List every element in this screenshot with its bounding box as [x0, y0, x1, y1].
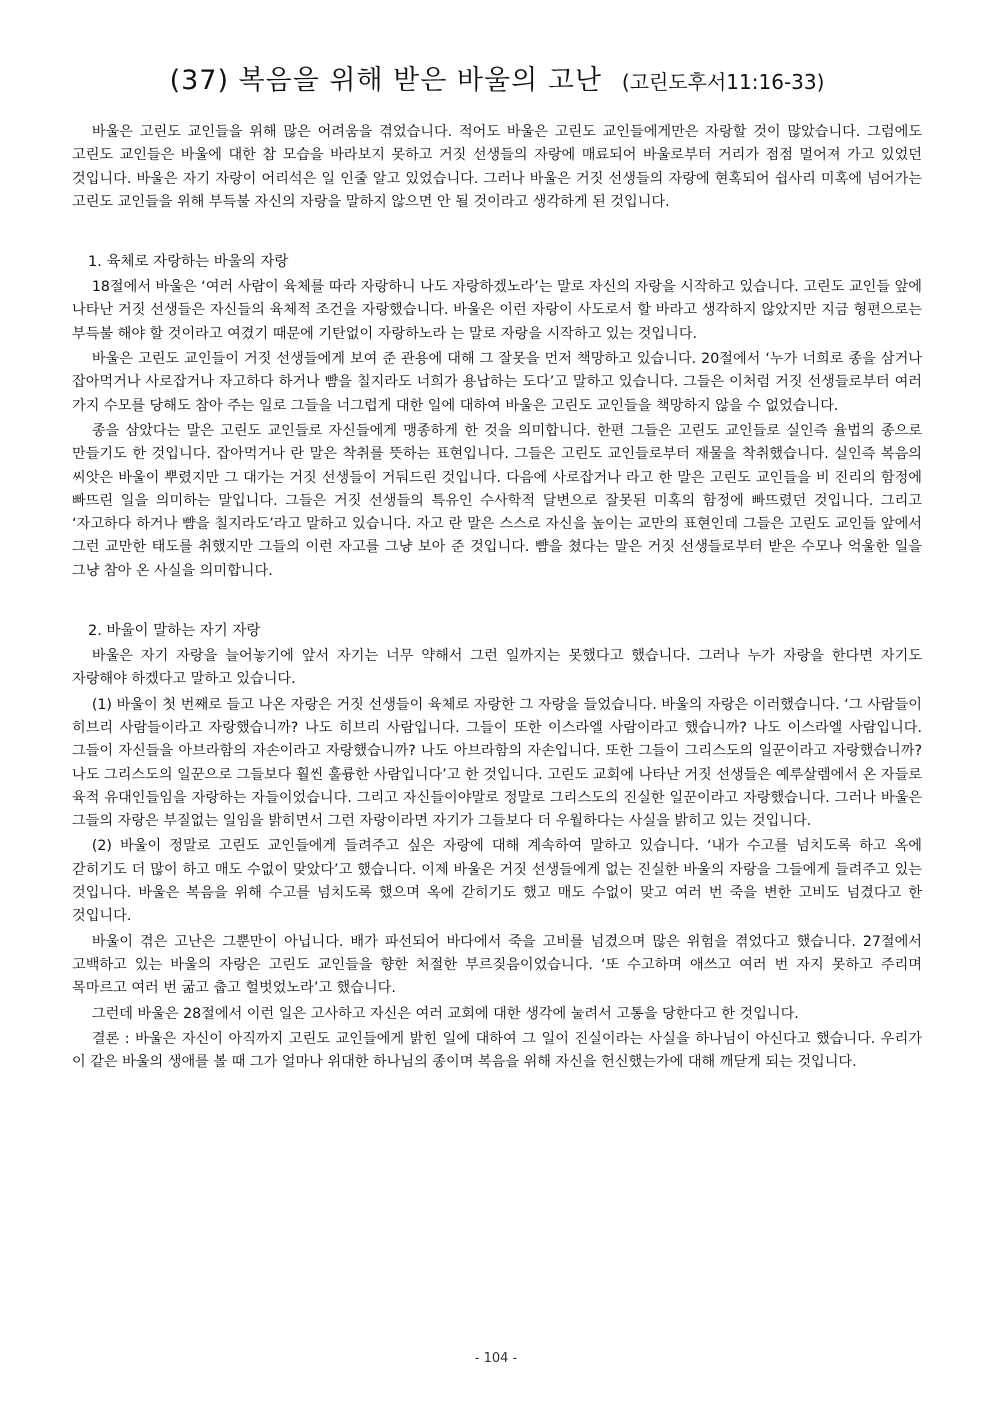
section-1-paragraph-2: 바울은 고린도 교인들이 거짓 선생들에게 보여 준 관용에 대해 그 잘못을 먼저 책망하고 있습니다. 20절에서 ‘누가 너희로 종을 삼거나 잡아먹거나 사로잡거나 자고하다 하거나 뺨을 칠지라도 너희가 용납하는 도다’고 말하고 있습니다. 그들은 이처럼 거짓 선생들로부터 여러 가지 수모를 당해도 참아 주는 일로 그들을 너그럽게 대한 일에 대하여 바울은 고린도 교인들을 책망하지 않을 수 없었습니다. — [72, 351, 922, 414]
section-2-paragraph-1: 바울은 자기 자랑을 늘어놓기에 앞서 자기는 너무 약해서 그런 일까지는 못했다고 했습니다. 그러나 누가 자랑을 한다면 자기도 자랑해야 하겠다고 말하고 있습니다. — [72, 648, 922, 688]
section-2-paragraph-4: 바울이 겪은 고난은 그뿐만이 아닙니다. 배가 파선되어 바다에서 죽을 고비를 넘겼으며 많은 위험을 겪었다고 했습니다. 27절에서 고백하고 있는 바울의 자랑은 고린도 교인들을 향한 처절한 부르짖음이었습니다. ‘또 수고하며 애쓰고 여러 번 자지 못하고 주리며 목마르고 여러 번 굶고 춥고 헐벗었노라’고 했습니다. — [72, 933, 922, 997]
section-2-paragraph-5: 그런데 바울은 28절에서 이런 일은 고사하고 자신은 여러 교회에 대한 생각에 눌려서 고통을 당한다고 한 것입니다. — [91, 1005, 799, 1022]
section-1-paragraph-1: 18절에서 바울은 ‘여러 사람이 육체를 따라 자랑하니 나도 자랑하겠노라’는 말로 자신의 자랑을 시작하고 있습니다. 고린도 교인들 앞에 나타난 거짓 선생들은 자신들의 육체적 조건을 자랑했습니다. 바울은 이런 자랑이 사도로서 할 바라고 생각하지 않았지만 지금 형편으로는 부득불 해야 할 것이라고 여겼기 때문에 기탄없이 자랑하노라 는 말로 자랑을 시작하고 있는 것입니다. — [72, 279, 922, 342]
document-page — [72, 58, 922, 1076]
section-2-heading: 2. 바울이 말하는 자기 자랑 — [88, 623, 261, 640]
section-1-paragraph-3: 종을 삼았다는 말은 고린도 교인들로 자신들에게 맹종하게 한 것을 의미합니다. 한편 그들은 고린도 교인들로 실인즉 율법의 종으로 만들기도 한 것입니다. 잡아먹거나 란 말은 착취를 뜻하는 표현입니다. 그들은 고린도 교인들로부터 재물을 착취했습니다. 실인즉 복음의 씨앗은 바울이 뿌렸지만 그 대가는 거짓 선생들이 거둬드린 것입니다. 다음에 사로잡거나 라고 한 말은 고린도 교인들을 비 진리의 함정에 빠뜨린 일을 의미하는 말입니다. 그들은 거짓 선생들의 특유인 수사학적 달변으로 잘못된 미혹의 함정에 빠뜨렸던 것입니다. 그리고 ‘자고하다 하거나 뺨을 칠지라도’라고 말하고 있습니다. 자고 란 말은 스스로 자신을 높이는 교만의 표현인데 그들은 고린도 교인들 앞에서 그런 교만한 태도를 취했지만 그들의 이런 자고를 그냥 보아 준 것입니다. 뺨을 쳤다는 말은 거짓 선생들로부터 받은 수모나 억울한 일을 그냥 참아 온 사실을 의미합니다. — [72, 422, 922, 579]
section-2-paragraph-3: (2) 바울이 정말로 고린도 교인들에게 들려주고 싶은 자랑에 대해 계속하여 말하고 있습니다. ‘내가 수고를 넘치도록 하고 옥에 갇히기도 더 많이 하고 매도 수없이 맞았다’고 했습니다. 이제 바울은 거짓 선생들에게 없는 진실한 바울의 자랑을 그들에게 들려주고 있는 것입니다. 바울은 복음을 위해 수고를 넘치도록 했으며 옥에 갇히기도 했고 매도 수없이 맞고 여러 번 죽을 변한 고비도 넘겼다고 한 것입니다. — [72, 838, 922, 925]
title-scripture-reference: (고린도후서11:16-33) — [621, 70, 825, 94]
section-2-paragraph-2: (1) 바울이 첫 번째로 들고 나온 자랑은 거짓 선생들이 육체로 자랑한 그 자랑을 들었습니다. 바울의 자랑은 이러했습니다. ‘그 사람들이 히브리 사람들이라고 자랑했습니까? 나도 히브리 사람입니다. 그들이 또한 이스라엘 사람이라고 했습니까? 나도 이스라엘 사람입니다. 그들이 자신들을 아브라함의 자손이라고 자랑했습니까? 나도 아브라함의 자손입니다. 또한 그들이 그리스도의 일꾼이라고 자랑했습니까? 나도 그리스도의 일꾼으로 그들보다 훨씬 훌륭한 사람입니다’고 한 것입니다. 고린도 교회에 나타난 거짓 선생들은 예루살렘에서 온 자들로 육적 유대인들임을 자랑하는 자들이었습니다. 그리고 자신들이야말로 정말로 그리스도의 진실한 일꾼이라고 자랑했습니다. 그러나 바울은 그들의 자랑은 부질없는 일임을 밝히면서 그런 자랑이라면 자기가 그들보다 더 우월하다는 사실을 밝히고 있는 것입니다. — [72, 696, 922, 830]
section-1-heading: 1. 육체로 자랑하는 바울의 자랑 — [88, 254, 289, 271]
intro-paragraph: 바울은 고린도 교인들을 위해 많은 어려움을 겪었습니다. 적어도 바울은 고린도 교인들에게만은 자랑할 것이 많았습니다. 그럼에도 고린도 교인들은 바울에 대한 참 모습을 바라보지 못하고 거짓 선생들의 자랑에 매료되어 바울로부터 거리가 점점 멀어져 가고 있었던 것입니다. 바울은 자기 자랑이 어리석은 일 인줄 알고 있었습니다. 그러나 바울은 거짓 선생들의 자랑에 현혹되어 쉽사리 미혹에 넘어가는 고린도 교인들을 위해 부득불 자신의 자랑을 말하지 않으면 안 될 것이라고 생각하게 된 것입니다. — [72, 124, 922, 210]
page-number: - 104 - — [474, 1351, 518, 1366]
conclusion-paragraph: 결론 : 바울은 자신이 아직까지 고린도 교인들에게 밝힌 일에 대하여 그 일이 진실이라는 사실을 하나님이 아신다고 했습니다. 우리가 이 같은 바울의 생애를 볼 때 그가 얼마나 위대한 하나님의 종이며 복음을 위해 자신을 헌신했는가에 대해 깨닫게 되는 것입니다. — [72, 1030, 922, 1071]
document-title — [72, 58, 922, 97]
title-main: (37) 복음을 위해 받은 바울의 고난 — [169, 65, 602, 96]
